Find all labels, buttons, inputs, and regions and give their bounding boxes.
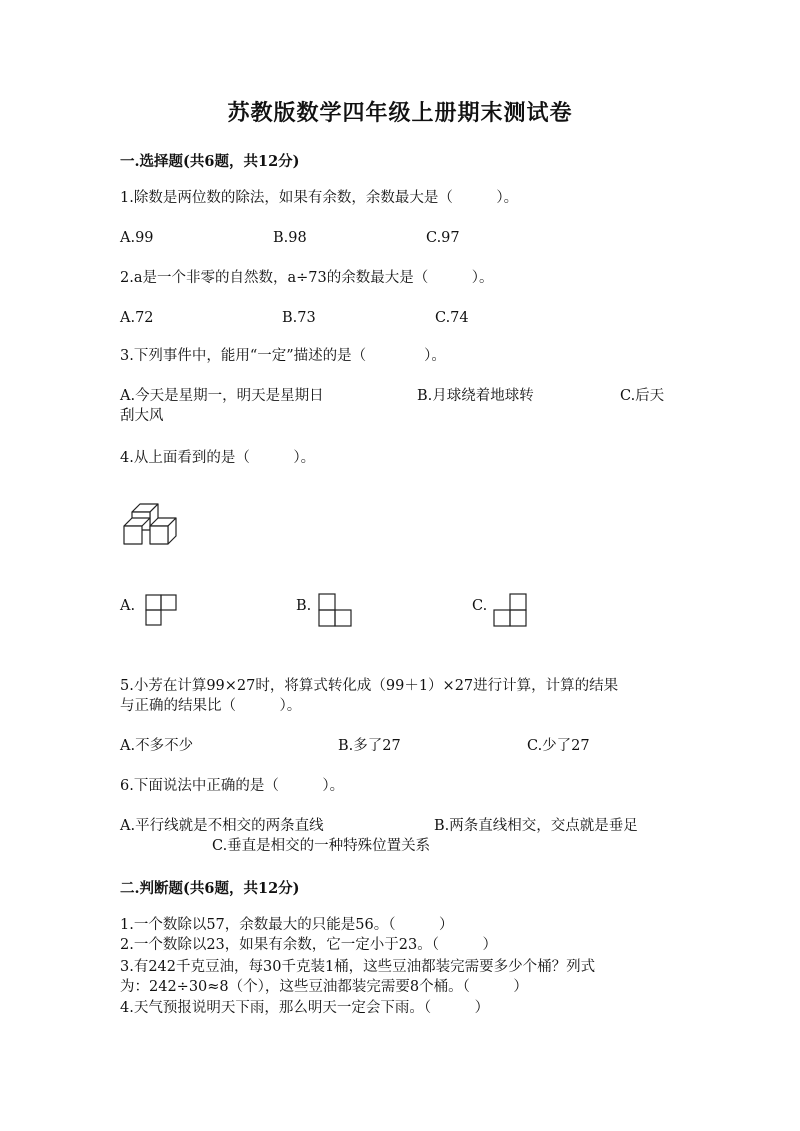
section-heading-choice: 一.选择题(共6题，共12分) xyxy=(120,153,300,170)
q5-option-b: B.多了27 xyxy=(338,738,401,754)
question-6: 6.下面说法中正确的是（ ）。 xyxy=(120,778,345,794)
q4-option-a: A. xyxy=(120,598,136,614)
question-5: 5.小芳在计算99×27时，将算式转化成（99＋1）×27进行计算，计算的结果 xyxy=(120,678,619,694)
section-heading-judgement: 二.判断题(共6题，共12分) xyxy=(120,880,300,897)
cube-stack-figure xyxy=(120,502,180,548)
q3-option-b: B.月球绕着地球转 xyxy=(417,388,534,404)
question-2: 2.a是一个非零的自然数，a÷73的余数最大是（ ）。 xyxy=(120,270,494,286)
q3-option-c-continued: 刮大风 xyxy=(120,408,164,424)
question-5-continued: 与正确的结果比（ ）。 xyxy=(120,698,302,714)
q2-option-c: C.74 xyxy=(435,310,469,326)
judgement-2: 2.一个数除以23，如果有余数，它一定小于23。（ ） xyxy=(120,937,497,953)
q4-option-b: B. xyxy=(296,598,312,614)
q2-option-b: B.73 xyxy=(282,310,316,326)
q6-option-a: A.平行线就是不相交的两条直线 xyxy=(120,818,324,834)
question-4: 4.从上面看到的是（ ）。 xyxy=(120,450,316,466)
q3-option-c: C.后天 xyxy=(620,388,665,404)
q2-option-a: A.72 xyxy=(120,310,154,326)
judgement-3: 3.有242千克豆油，每30千克装1桶，这些豆油都装完需要多少个桶？列式 xyxy=(120,959,596,975)
q5-option-a: A.不多不少 xyxy=(120,738,194,754)
judgement-4: 4.天气预报说明天下雨，那么明天一定会下雨。（ ） xyxy=(120,1000,490,1016)
question-1: 1.除数是两位数的除法，如果有余数，余数最大是（ ）。 xyxy=(120,190,519,206)
q4-option-b-figure xyxy=(318,593,354,629)
q1-option-c: C.97 xyxy=(426,230,460,246)
q4-option-a-figure xyxy=(145,594,179,628)
judgement-1: 1.一个数除以57，余数最大的只能是56。（ ） xyxy=(120,917,454,933)
question-3: 3.下列事件中，能用“一定”描述的是（ ）。 xyxy=(120,348,446,364)
page-title: 苏教版数学四年级上册期末测试卷 xyxy=(227,100,573,126)
judgement-3-continued: 为：242÷30≈8（个），这些豆油都装完需要8个桶。（ ） xyxy=(120,979,528,995)
q1-option-b: B.98 xyxy=(273,230,307,246)
q6-option-c: C.垂直是相交的一种特殊位置关系 xyxy=(212,838,431,854)
q5-option-c: C.少了27 xyxy=(527,738,590,754)
q3-option-a: A.今天是星期一，明天是星期日 xyxy=(120,388,324,404)
q6-option-b: B.两条直线相交，交点就是垂足 xyxy=(434,818,638,834)
q1-option-a: A.99 xyxy=(120,230,154,246)
q4-option-c-figure xyxy=(493,593,529,629)
q4-option-c: C. xyxy=(472,598,488,614)
